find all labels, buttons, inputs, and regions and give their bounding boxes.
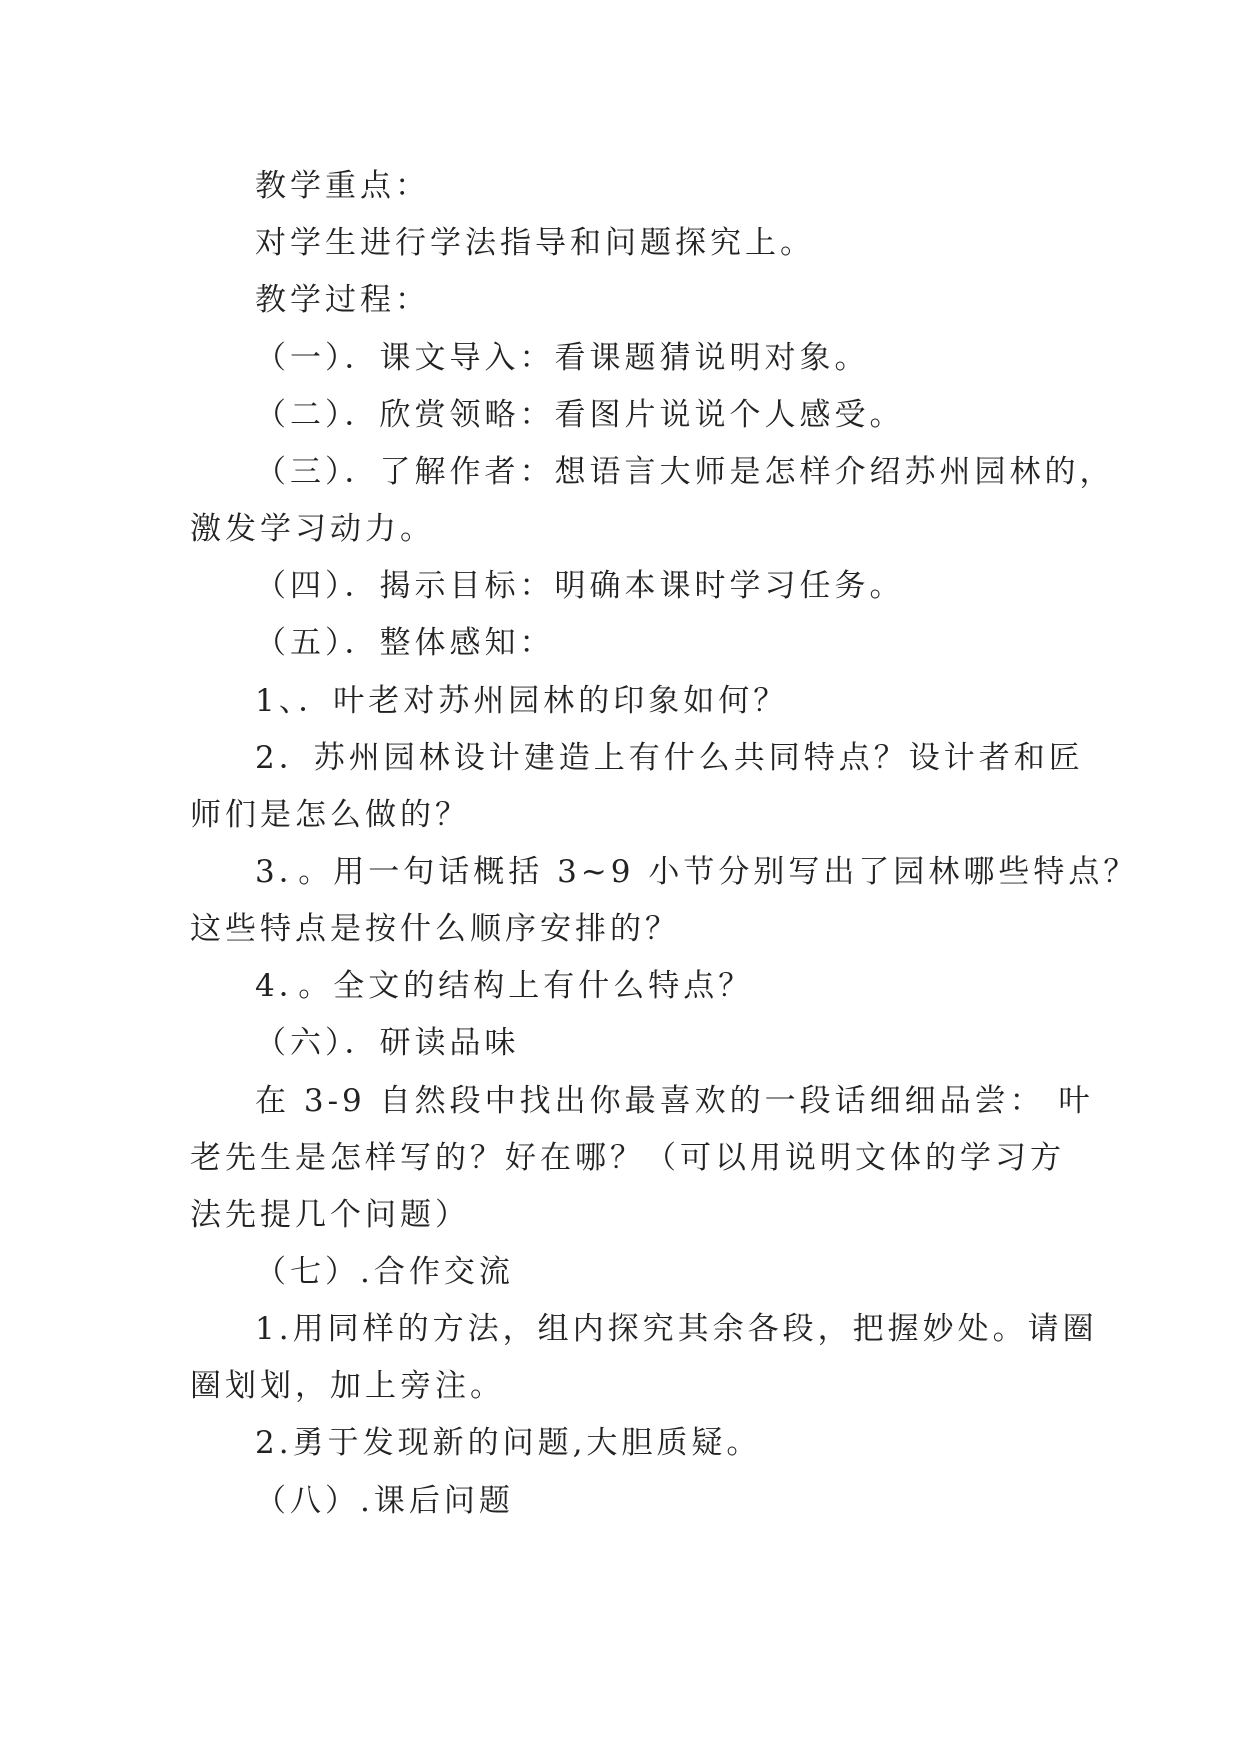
question-item-1: 1、．叶老对苏州园林的印象如何？ <box>255 683 789 719</box>
task-item-2: 2.勇于发现新的问题,大胆质疑。 <box>255 1425 762 1461</box>
heading-teaching-process: 教学过程： <box>255 282 430 318</box>
section-heading-2: （二）．欣赏领略：看图片说说个人感受。 <box>255 397 905 433</box>
section-heading-8: （八）.课后问题 <box>255 1483 514 1519</box>
section-heading-1: （一）．课文导入：看课题猜说明对象。 <box>255 340 870 376</box>
section-heading-4: （四）．揭示目标：明确本课时学习任务。 <box>255 568 905 604</box>
task-item-1: 1.用同样的方法，组内探究其余各段，把握妙处。请圈 <box>255 1311 1098 1347</box>
question-item-3: 3．。用一句话概括 3~9 小节分别写出了园林哪些特点？ <box>255 854 1139 890</box>
section-heading-7: （七）.合作交流 <box>255 1254 514 1290</box>
section-heading-5: （五）．整体感知： <box>255 625 555 661</box>
paragraph-line: 激发学习动力。 <box>190 511 435 547</box>
paragraph-line: 法先提几个问题） <box>190 1197 470 1233</box>
paragraph-line: 老先生是怎样写的？好在哪？（可以用说明文体的学习方 <box>190 1140 1065 1176</box>
paragraph-line: 在 3-9 自然段中找出你最喜欢的一段话细细品尝： 叶 <box>255 1083 1094 1119</box>
section-heading-3: （三）．了解作者：想语言大师是怎样介绍苏州园林的， <box>255 454 1115 490</box>
paragraph-line: 这些特点是按什么顺序安排的？ <box>190 911 680 947</box>
paragraph-line: 圈划划，加上旁注。 <box>190 1368 505 1404</box>
heading-teaching-focus: 教学重点： <box>255 168 430 204</box>
section-heading-6: （六）．研读品味 <box>255 1025 520 1061</box>
paragraph-line: 对学生进行学法指导和问题探究上。 <box>255 225 815 261</box>
question-item-4: 4．。全文的结构上有什么特点？ <box>255 968 754 1004</box>
paragraph-line: 师们是怎么做的？ <box>190 797 470 833</box>
question-item-2: 2．苏州园林设计建造上有什么共同特点？设计者和匠 <box>255 740 1084 776</box>
